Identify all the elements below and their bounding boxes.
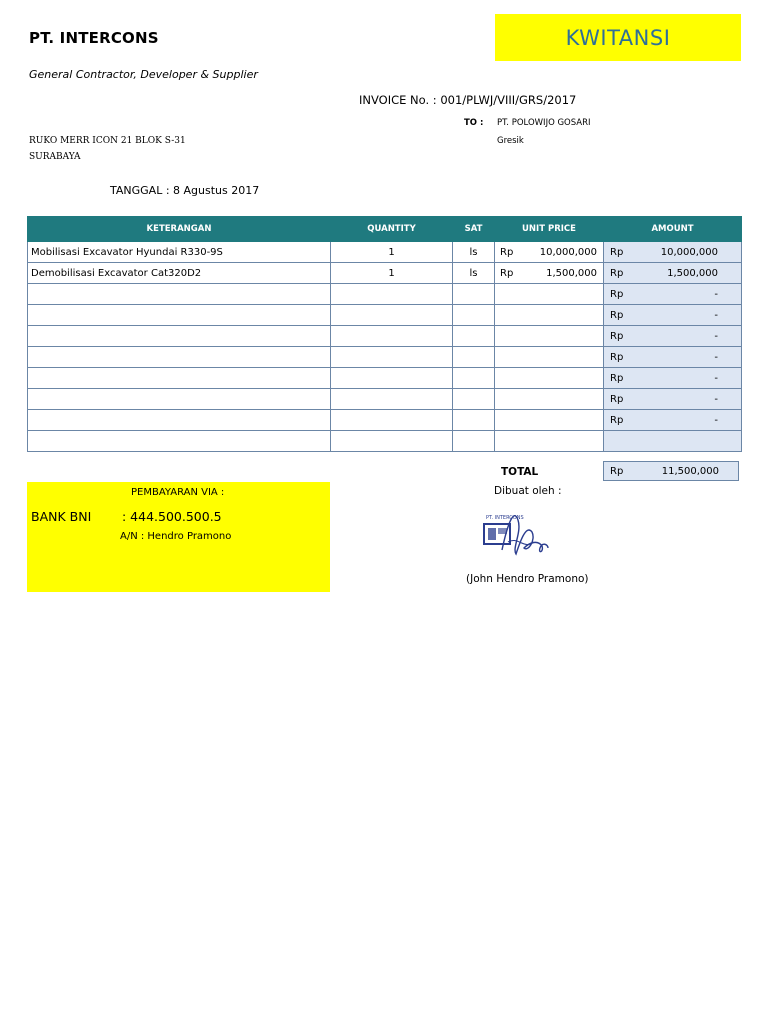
stamp-signature-icon (478, 502, 552, 564)
quantity-cell: 1 (331, 263, 453, 284)
recipient-city: Gresik (497, 136, 524, 146)
description-cell (28, 431, 331, 452)
description-cell: Mobilisasi Excavator Hyundai R330-9S (28, 242, 331, 263)
amount-cell (604, 347, 742, 368)
quantity-cell (331, 389, 453, 410)
unit-price-cell (495, 305, 604, 326)
description-cell (28, 347, 331, 368)
amount-cell (604, 284, 742, 305)
payment-title: PEMBAYARAN VIA : (131, 487, 225, 498)
quantity-cell: 1 (331, 242, 453, 263)
header-unit-price: UNIT PRICE (495, 217, 604, 242)
unit-cell (453, 431, 495, 452)
amount-cell (604, 326, 742, 347)
quantity-cell (331, 305, 453, 326)
unit-cell: ls (453, 263, 495, 284)
account-holder: A/N : Hendro Pramono (120, 531, 232, 542)
total-label: TOTAL (501, 466, 539, 478)
bank-name: BANK BNI (31, 509, 92, 524)
amount-value: - (714, 330, 718, 342)
quantity-cell (331, 326, 453, 347)
description-cell (28, 368, 331, 389)
recipient-label: TO : (464, 118, 484, 128)
unit-price-cell (495, 284, 604, 305)
total-amount-cell (603, 461, 739, 481)
unit-cell (453, 284, 495, 305)
amount-cell (604, 389, 742, 410)
table-row (28, 389, 742, 410)
amount-currency: Rp (610, 351, 624, 363)
table-row (28, 431, 742, 452)
amount-currency: Rp (610, 330, 624, 342)
table-row (28, 368, 742, 389)
quantity-cell (331, 368, 453, 389)
unit-price-cell (495, 242, 604, 263)
quantity-cell (331, 284, 453, 305)
table-row (28, 242, 742, 263)
description-cell: Demobilisasi Excavator Cat320D2 (28, 263, 331, 284)
table-row (28, 305, 742, 326)
amount-currency: Rp (610, 288, 624, 300)
description-cell (28, 389, 331, 410)
unit-price-cell (495, 389, 604, 410)
amount-cell (604, 410, 742, 431)
unit-cell (453, 410, 495, 431)
unit-price-value: 1,500,000 (546, 267, 597, 279)
made-by-label: Dibuat oleh : (494, 485, 562, 497)
amount-currency: Rp (610, 267, 624, 279)
amount-currency: Rp (610, 414, 624, 426)
amount-value: - (714, 351, 718, 363)
company-stamp-signature (478, 502, 552, 564)
table-row (28, 263, 742, 284)
document-title: KWITANSI (565, 25, 671, 50)
table-row (28, 347, 742, 368)
amount-currency: Rp (610, 309, 624, 321)
unit-price-cell (495, 326, 604, 347)
price-currency: Rp (500, 246, 514, 258)
unit-price-cell (495, 410, 604, 431)
unit-cell (453, 368, 495, 389)
amount-cell (604, 242, 742, 263)
amount-value: 10,000,000 (660, 246, 718, 258)
quantity-cell (331, 410, 453, 431)
document-title-box (495, 14, 741, 61)
header-sat: SAT (453, 217, 495, 242)
bank-account-number: : 444.500.500.5 (122, 509, 222, 524)
unit-price-cell (495, 368, 604, 389)
company-address-line2: SURABAYA (29, 152, 81, 162)
unit-cell (453, 305, 495, 326)
amount-cell (604, 305, 742, 326)
unit-price-cell (495, 263, 604, 284)
company-address-line1: RUKO MERR ICON 21 BLOK S-31 (29, 136, 186, 146)
quantity-cell (331, 431, 453, 452)
stamp-text: PT. INTERCONS (486, 515, 524, 521)
table-row (28, 326, 742, 347)
invoice-number: INVOICE No. : 001/PLWJ/VIII/GRS/2017 (359, 93, 577, 107)
description-cell (28, 326, 331, 347)
total-currency: Rp (610, 465, 624, 477)
quantity-cell (331, 347, 453, 368)
amount-value: - (714, 309, 718, 321)
items-table (27, 216, 742, 452)
amount-value: - (714, 288, 718, 300)
total-value: 11,500,000 (661, 465, 719, 477)
description-cell (28, 284, 331, 305)
invoice-date: TANGGAL : 8 Agustus 2017 (110, 184, 260, 197)
amount-currency: Rp (610, 372, 624, 384)
amount-value: 1,500,000 (667, 267, 718, 279)
header-keterangan: KETERANGAN (28, 217, 331, 242)
unit-cell (453, 326, 495, 347)
signer-name: (John Hendro Pramono) (466, 573, 589, 585)
amount-value: - (714, 393, 718, 405)
amount-value: - (714, 372, 718, 384)
amount-value: - (714, 414, 718, 426)
amount-cell (604, 431, 742, 452)
amount-cell (604, 263, 742, 284)
table-row (28, 410, 742, 431)
company-name: PT. INTERCONS (29, 29, 159, 47)
unit-cell: ls (453, 242, 495, 263)
description-cell (28, 410, 331, 431)
unit-cell (453, 389, 495, 410)
recipient-name: PT. POLOWIJO GOSARI (497, 118, 591, 128)
unit-cell (453, 347, 495, 368)
price-currency: Rp (500, 267, 514, 279)
header-amount: AMOUNT (604, 217, 742, 242)
header-quantity: QUANTITY (331, 217, 453, 242)
amount-currency: Rp (610, 246, 624, 258)
company-tagline: General Contractor, Developer & Supplier (29, 68, 258, 81)
amount-cell (604, 368, 742, 389)
table-row (28, 284, 742, 305)
unit-price-cell (495, 347, 604, 368)
description-cell (28, 305, 331, 326)
unit-price-value: 10,000,000 (539, 246, 597, 258)
unit-price-cell (495, 431, 604, 452)
amount-currency: Rp (610, 393, 624, 405)
table-header-row (28, 217, 742, 242)
